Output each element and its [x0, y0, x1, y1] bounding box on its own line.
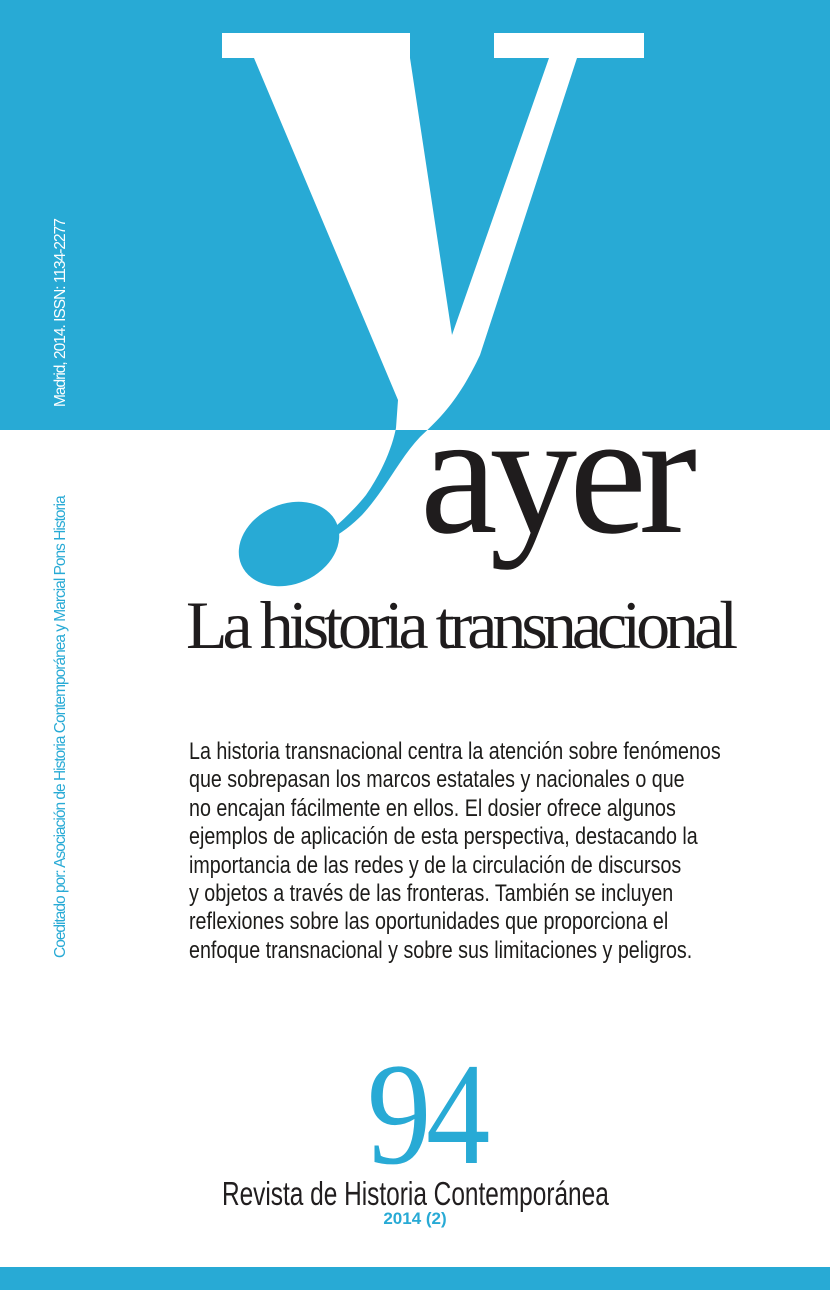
abstract-line: y objetos a través de las fronteras. También se incluyen — [189, 880, 674, 908]
bottom-cyan-strip — [0, 1267, 830, 1290]
abstract-line: enfoque transnacional y sobre sus limitaciones y peligros. — [189, 936, 693, 964]
abstract-line: ejemplos de aplicación de esta perspectiva, destacando la — [189, 823, 698, 851]
journal-subtitle-text: Revista de Historia Contemporánea — [221, 1175, 609, 1212]
abstract-line: que sobrepasan los marcos estatales y nacionales o que — [189, 766, 685, 794]
issue-title: La historia transnacional — [186, 587, 734, 663]
spine-coeditors-text: Coeditado por: Asociación de Historia Contemporánea y Marcial Pons Historia — [52, 496, 69, 958]
journal-wordmark: ayer — [420, 376, 690, 570]
abstract-paragraph — [189, 738, 812, 965]
issue-number-text: 94 — [367, 1033, 485, 1195]
journal-subtitle — [0, 1177, 830, 1210]
abstract-line: reflexiones sobre las oportunidades que proporciona el — [189, 908, 669, 936]
abstract-line: importancia de las redes y de la circulación de discursos — [189, 851, 682, 879]
spine-issn-text: Madrid, 2014. ISSN: 1134-2277 — [52, 219, 69, 407]
abstract-line: La historia transnacional centra la atención sobre fenómenos — [189, 738, 721, 765]
edition-year: 2014 (2) — [383, 1209, 447, 1228]
abstract-line: no encajan fácilmente en ellos. El dosier ofrece algunos — [189, 794, 676, 822]
